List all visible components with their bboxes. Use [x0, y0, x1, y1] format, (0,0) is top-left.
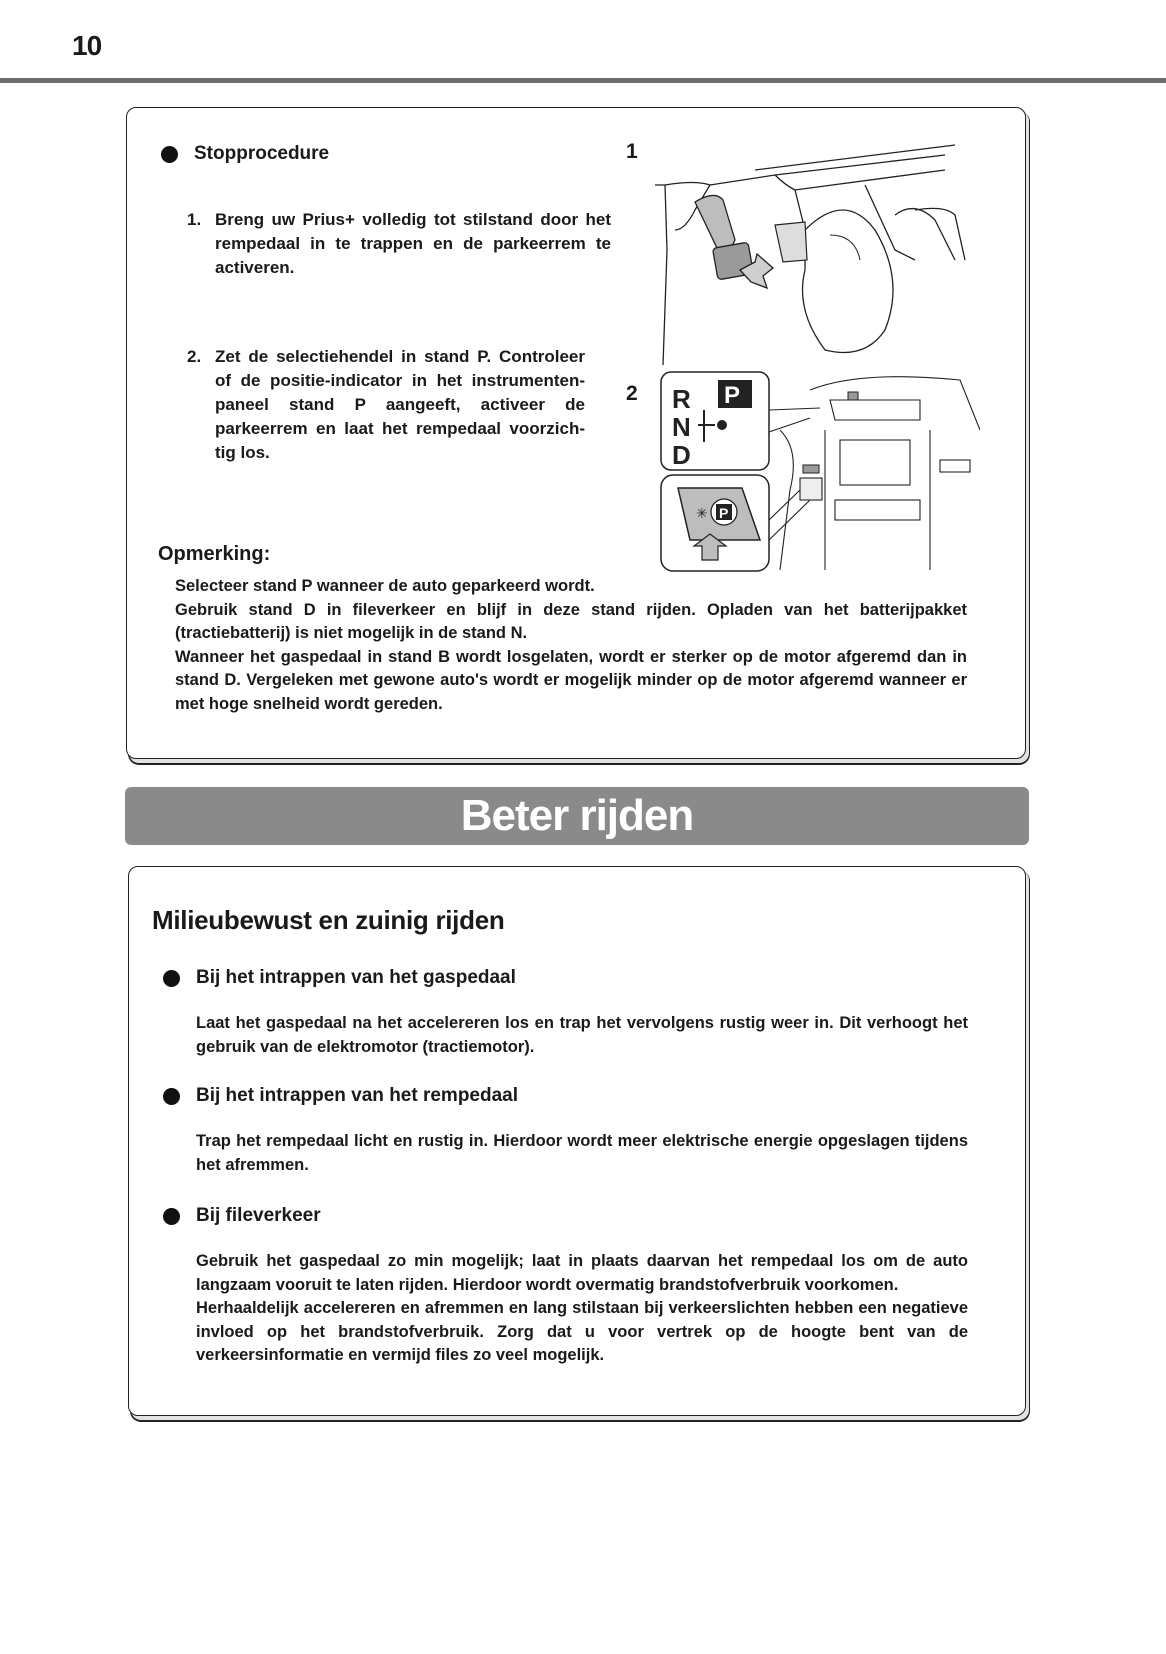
- section-heading-gas-pedal: [163, 967, 516, 989]
- eco-driving-title: Milieubewust en zuinig rijden: [152, 905, 505, 935]
- svg-text:P: P: [719, 505, 729, 521]
- shift-lever-and-p-button-illustration: [660, 370, 980, 575]
- note-line: Selecteer stand P wanneer de auto geparkeerd wordt.: [175, 577, 595, 595]
- paragraph-text: Trap het rempedaal licht en rustig in. Hierdoor wordt meer elektrische energie opgeslagen tijdens het afremmen.: [196, 1132, 968, 1174]
- svg-text:✳: ✳: [696, 506, 708, 522]
- heading-text: Bij het intrappen van het gaspedaal: [196, 967, 516, 988]
- banner-title: Beter rijden: [460, 791, 694, 840]
- svg-text:P: P: [724, 382, 741, 409]
- note-line: Wanneer het gaspedaal in stand B wordt losgelaten, wordt er sterker op de motor afgeremd dan in stand D. Vergeleken met gewone auto's wordt er mogelijk minder op de motor afgeremd wanneer er met hoge snelheid wordt gereden.: [175, 647, 967, 713]
- svg-text:N: N: [672, 412, 691, 442]
- figure-1-label: 1: [626, 140, 638, 163]
- bullet-icon: [161, 146, 178, 163]
- page-number: 10: [72, 30, 102, 61]
- bullet-icon: [163, 1088, 180, 1105]
- note-text: [175, 575, 967, 716]
- paragraph-brake-pedal: [196, 1130, 968, 1177]
- step-text: Breng uw Prius+ volledig tot stilstand door het rempedaal in te trappen en de parkeerrem te activeren.: [215, 210, 611, 277]
- step-2: [187, 345, 585, 465]
- parking-brake-pedal-illustration: [655, 140, 975, 365]
- p-button-panel: [661, 475, 769, 571]
- note-title: Opmerking:: [158, 543, 271, 565]
- section-heading-traffic-jam: [163, 1205, 321, 1227]
- shift-pattern-panel: [661, 372, 769, 470]
- svg-text:R: R: [672, 384, 691, 414]
- heading-text: Bij het intrappen van het rempedaal: [196, 1085, 519, 1106]
- paragraph-text: Laat het gaspedaal na het accelereren los en trap het vervolgens rustig weer in. Dit verhoogt het gebruik van de elektromotor (tractiemotor).: [196, 1014, 968, 1056]
- bullet-icon: [163, 970, 180, 987]
- step-number: 2.: [187, 347, 202, 366]
- section-heading-brake-pedal: [163, 1085, 518, 1107]
- paragraph-text: Gebruik het gaspedaal zo min mogelijk; laat in plaats daarvan het rempedaal los om de auto langzaam vooruit te laten rijden. Hierdoor wordt overmatig brandstofverbruik voorkomen.: [196, 1252, 968, 1294]
- paragraph-gas-pedal: [196, 1012, 968, 1059]
- heading-text: Bij fileverkeer: [196, 1205, 321, 1226]
- heading-text: Stopprocedure: [194, 143, 330, 164]
- paragraph-text: Herhaaldelijk accelereren en afremmen en lang stilstaan bij verkeerslichten hebben een negatieve invloed op het brandstofverbruik. Zorg dat u voor vertrek op de hoogte bent van de verkeersinformatie en vermijd files zo veel mogelijk.: [196, 1299, 968, 1364]
- header-rule: [0, 78, 1166, 83]
- figure-2-label: 2: [626, 382, 638, 405]
- svg-text:D: D: [672, 440, 691, 470]
- note-line: Gebruik stand D in fileverkeer en blijf in deze stand rijden. Opladen van het batterijpakket (tractiebatterij) is niet mogelijk in de stand N.: [175, 600, 967, 642]
- stop-procedure-heading: [161, 143, 329, 165]
- bullet-icon: [163, 1208, 180, 1225]
- paragraph-traffic-jam: [196, 1250, 968, 1368]
- step-text: Zet de selectiehendel in stand P. Controleer of de positie-indicator in het instrumenten-paneel stand P aangeeft, activeer de parkeerrem en laat het rempedaal voorzich-tig los.: [215, 347, 585, 462]
- step-1: [187, 208, 611, 280]
- section-banner: [125, 787, 1029, 845]
- step-number: 1.: [187, 210, 202, 229]
